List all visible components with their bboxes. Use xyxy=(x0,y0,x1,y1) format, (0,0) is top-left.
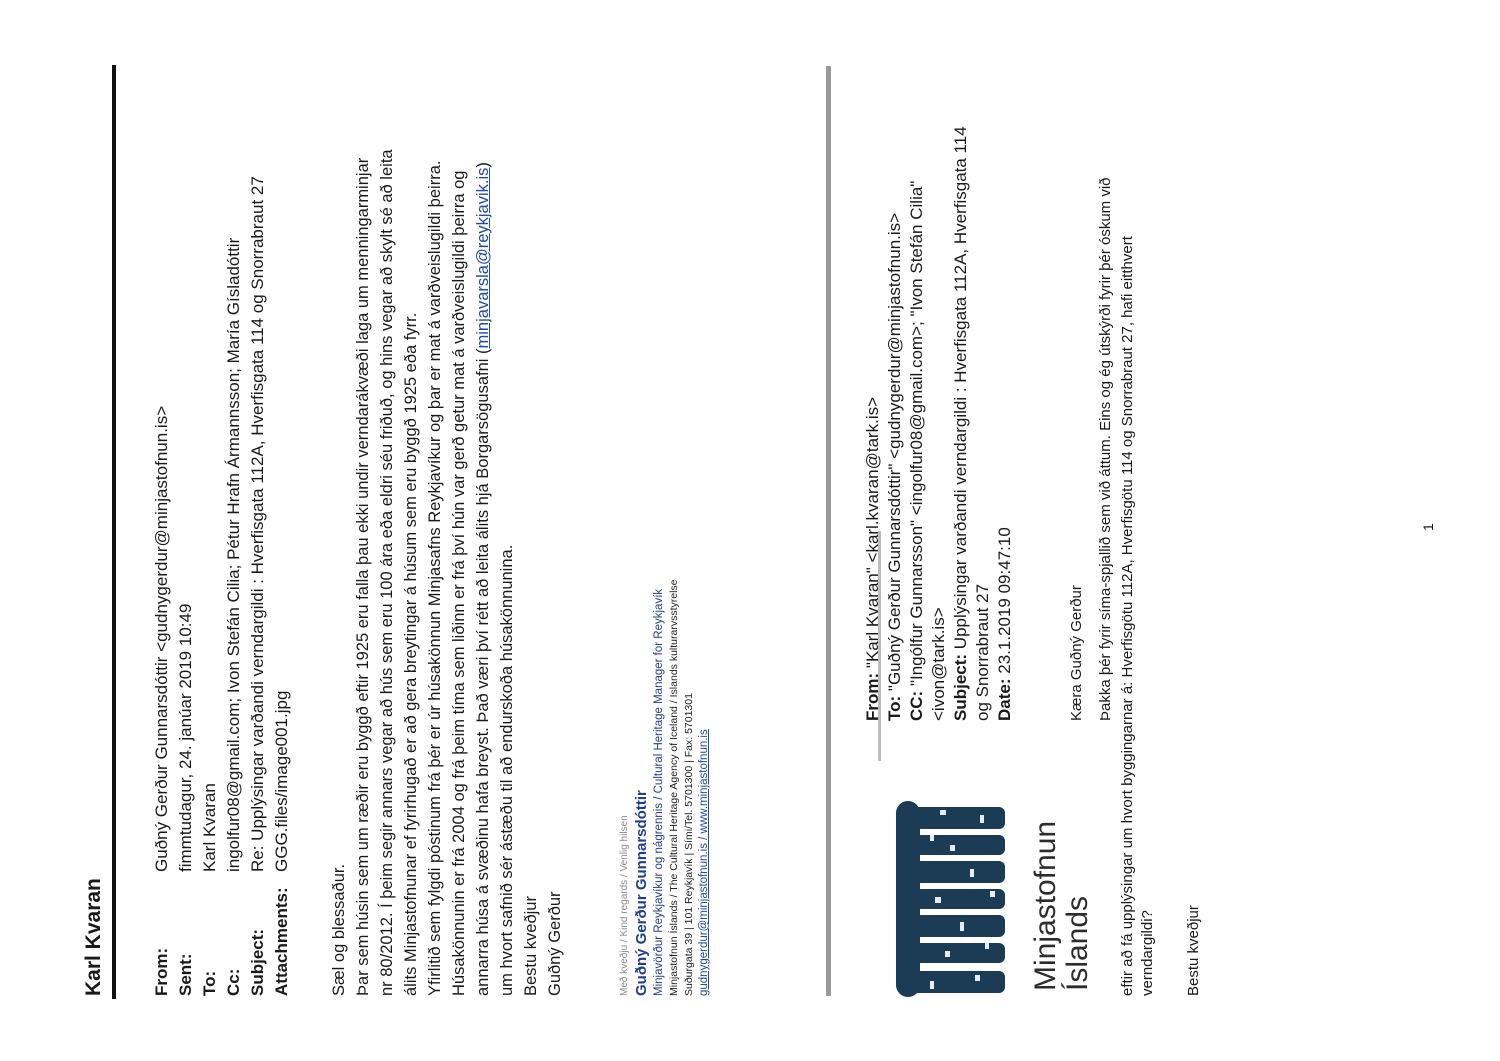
header-from-label: From: xyxy=(152,947,171,996)
body-line-text: annarra húsa á svæðinu hafa breyst. Það væri því rétt að leita álits hjá Borgarsögusafni ( xyxy=(474,348,492,996)
fwd-subject-row-cont: og Snorrabraut 27 xyxy=(973,583,992,721)
fwd-body-line3: verndargildi? xyxy=(1139,910,1156,996)
fwd-subject-label: Subject: xyxy=(951,653,970,721)
header-sent-row xyxy=(174,604,198,996)
body-line: álits Minjastofnunar ef fyrirhugað er að gera breytingar á húsum sem eru byggð 1925 eða fyrr. xyxy=(402,312,420,996)
signature-closing: Með kveðju / Kind regards / Venlig hilsen xyxy=(619,815,630,996)
fwd-from-row xyxy=(862,126,884,721)
fwd-from-label: From: xyxy=(863,672,882,721)
header-to-value: Karl Kvaran xyxy=(200,783,219,872)
body-line: Þar sem húsin sem um ræðir eru byggð eftir 1925 eru falla þau ekki undir verndarákvæði laga um menningarminjar xyxy=(354,157,372,996)
signature-address: Suðurgata 39 | 101 Reykjavík | Sími/Tel. 5701300 | Fax: 5701301 xyxy=(683,693,695,996)
header-cc-row xyxy=(222,238,246,996)
header-subject-row xyxy=(246,176,270,996)
fwd-date-value: 23.1.2019 09:47:10 xyxy=(995,527,1014,674)
fwd-to-row xyxy=(884,126,906,721)
fwd-closing: Bestu kveðjur xyxy=(1185,905,1202,996)
minjavarsla-email-link[interactable]: minjavarsla@reykjavik.is xyxy=(474,167,492,349)
body-closing: Bestu kveðjur xyxy=(522,896,540,996)
fwd-cc-value: "Ingólfur Gunnarsson" <ingolfur08@gmail.com>; "Ivon Stefán Cilia" xyxy=(907,180,926,687)
signature-name: Guðný Gerður Gunnarsdóttir xyxy=(633,790,650,996)
header-sent-value: fimmtudagur, 24. janúar 2019 10:49 xyxy=(176,603,195,872)
header-from-value: Guðný Gerður Gunnarsdóttir <gudnygerdur@minjastofnun.is> xyxy=(152,405,171,872)
header-subject-label: Subject: xyxy=(248,928,267,996)
body-line: um hvort safnið sér ástæðu til að endurskoða húsakönnunina. xyxy=(498,544,516,996)
email-signature xyxy=(618,296,712,996)
page-number: 1 xyxy=(1420,523,1436,531)
fwd-cc-label: CC: xyxy=(907,690,926,721)
body-line-text: ) xyxy=(474,162,492,168)
body-line: Yfirlitið sem fylgdi póstinum frá þér er úr húsakönnun Minjasafns Reykjavíkur og þar er mat á varðveislugildi þeirra. xyxy=(426,160,444,996)
sender-name: Karl Kvaran xyxy=(82,878,105,996)
header-attachments-label: Attachments: xyxy=(272,887,291,996)
body-greeting: Sæl og blessaður. xyxy=(330,863,348,996)
fwd-body-line2: eftir að fá upplýsingar um hvort byggingarnar á: Hverfisgötu 112A, Hverfisgötu 114 og Snorrabraut 27, hafi eitthvert xyxy=(1119,236,1136,996)
header-to-label: To: xyxy=(200,970,219,996)
signature-website-link[interactable]: www.minjastofnun.is xyxy=(698,729,710,834)
header-cc-label: Cc: xyxy=(224,968,243,996)
header-attachments-row xyxy=(270,691,294,996)
signature-email-link[interactable]: gudnygerdur@minjastofnun.is xyxy=(698,843,710,996)
fwd-subject-row xyxy=(950,126,972,721)
signature-title: Minjavörður Reykjavíkur og nágrennis / Cultural Heritage Manager for Reykjavík xyxy=(653,588,665,996)
header-sent-label: Sent: xyxy=(176,953,195,996)
fwd-to-value: "Guðný Gerður Gunnarsdóttir" <gudnygerdur@minjastofnun.is> xyxy=(885,212,904,692)
fwd-date-label: Date: xyxy=(995,678,1014,721)
fwd-cc-row xyxy=(906,126,928,721)
minjastofnun-logo-icon xyxy=(890,791,1010,1001)
logo-text xyxy=(1030,821,1094,991)
header-attachments-value[interactable]: GGG.files/image001.jpg xyxy=(272,690,291,872)
fwd-subject-value: Upplýsingar varðandi verndargildi : Hverfisgata 112A, Hverfisgata 114 xyxy=(951,126,970,650)
fwd-from-value: "Karl Kvaran" <karl.kvaran@tark.is> xyxy=(863,396,882,669)
forwarded-header xyxy=(862,126,1016,721)
fwd-to-label: To: xyxy=(885,695,904,721)
fwd-greeting: Kæra Guðný Gerður xyxy=(1068,585,1085,721)
fwd-date-row xyxy=(994,126,1016,721)
body-line: nr 80/2012. Í þeim segir annars vegar að hús sem eru 100 ára eða eldri séu friðuð, og hins vegar að skylt sé að leita xyxy=(378,149,396,996)
header-to-row xyxy=(198,783,222,996)
header-cc-value: ingolfur08@gmail.com; Ivon Stefán Cilia; Pétur Hrafn Ármannsson; María Gísladóttir xyxy=(224,237,243,872)
body-line: Húsakönnunin er frá 2004 og frá þeim tíma sem liðinn er frá því hún var gerð getur mat á varðveislugildi þeirra og xyxy=(450,170,468,996)
body-line xyxy=(471,6,495,996)
signature-links xyxy=(697,296,712,996)
header-from-row xyxy=(150,406,174,996)
logo-line1: Minjastofnun xyxy=(1029,820,1062,991)
message-body xyxy=(327,6,567,996)
logo-line2: Íslands xyxy=(1061,895,1094,991)
quote-divider xyxy=(826,66,831,996)
signature-separator: / xyxy=(698,833,710,844)
signature-org: Minjastofnun Íslands / The Cultural Heritage Agency of Iceland / Islands kulturarvsstyrelse xyxy=(668,579,680,996)
body-closing-name: Guðný Gerður xyxy=(546,891,564,996)
fwd-body-line1: Þakka þér fyrir síma-spjallið sem við áttum. Eins og ég útskýrði fyrir þér óskum við xyxy=(1097,177,1114,721)
fwd-cc-row-cont: <ivon@tark.is> xyxy=(929,607,948,721)
header-subject-value: Re: Upplýsingar varðandi verndargildi : Hverfisgata 112A, Hverfisgata 114 og Snorrabraut 27 xyxy=(248,176,267,872)
header-divider xyxy=(112,65,116,999)
